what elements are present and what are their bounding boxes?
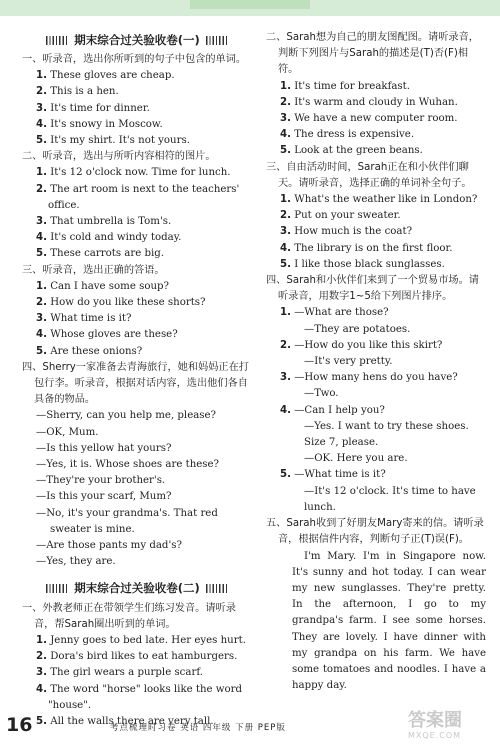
letter-text: I'm Mary. I'm in Singapore now. It's sunny and hot today. I can wear my new sunglasses. They're pretty. In the afternoon, I go to my grandpa's farm. I see some horses. They are lovely. I have dinner with my grandpa on his farm. We have some tomatoes and noodles. I have a happy day.: [292, 550, 486, 692]
page-number: 16: [6, 714, 33, 736]
question-heading: 二、听录音，选出与所听内容相符的图片。: [22, 151, 216, 163]
listening-item: 1. It's time for breakfast.: [280, 80, 410, 92]
header-strip: [0, 0, 500, 16]
question-heading: 五、Sarah收到了好朋友Mary寄来的信。请听录音，根据信件内容，判断句子正(T)误(F)。: [266, 518, 484, 546]
listening-item: 5. I like those black sunglasses.: [280, 258, 445, 270]
dialogue-item: 1. —What are those?: [280, 307, 389, 319]
listening-item: 5. It's my shirt. It's not yours.: [36, 135, 190, 147]
stripe-decoration: [46, 36, 68, 45]
listening-item: 4. The library is on the first floor.: [280, 242, 453, 254]
question-heading: 一、听录音，选出你所听到的句子中包含的单词。: [22, 54, 247, 65]
listening-item: 3. How much is the coat?: [280, 226, 413, 238]
listening-item: 3. What time is it?: [36, 313, 132, 325]
dialogue-line: —Yes, they are.: [36, 556, 116, 568]
dialogue-item: 4. —Can I help you?: [280, 404, 385, 416]
listening-item: 3. The girl wears a purple scarf.: [36, 667, 203, 679]
question-heading: 三、自由活动时间，Sarah正在和小伙伴们聊天。请听录音，选择正确的单词补全句子。: [266, 161, 472, 189]
listening-item: 2. The art room is next to the teachers' office.: [36, 183, 240, 211]
watermark-logo: [408, 712, 494, 744]
dialogue-line: —Are those pants my dad's?: [36, 540, 182, 552]
dialogue-line: —OK, Mum.: [36, 426, 99, 438]
listening-item: 5. Look at the green beans.: [280, 145, 423, 157]
question-heading: 三、听录音，选出正确的答语。: [22, 264, 165, 276]
footer-text: 考点梳理时习卷 英语 四年级 下册 PEP版: [110, 723, 286, 733]
dialogue-line: —Is this your scarf, Mum?: [36, 491, 172, 503]
listening-item: 1. These gloves are cheap.: [36, 70, 175, 82]
listening-item: 5. These carrots are big.: [36, 248, 165, 260]
listening-item: 2. Put on your sweater.: [280, 210, 401, 222]
dialogue-line: —OK. Here you are.: [304, 453, 408, 465]
dialogue-line: —Yes. I want to try these shoes. Size 7, please.: [304, 420, 469, 449]
dialogue-line: —They're your brother's.: [36, 475, 166, 487]
listening-item: 5. All the walls there are very tall.: [36, 715, 214, 727]
listening-item: 4. It's snowy in Moscow.: [36, 118, 163, 130]
dialogue-line: —Is this yellow hat yours?: [36, 442, 172, 454]
dialogue-line: —It's very pretty.: [304, 356, 393, 368]
section-title-2: 期末综合过关验收卷(二): [22, 581, 252, 597]
dialogue-line: sweater is mine.: [50, 523, 135, 535]
listening-item: 1. Can I have some soup?: [36, 280, 170, 292]
listening-item: 2. How do you like these shorts?: [36, 297, 206, 309]
question-heading: 一、外教老师正在带领学生们练习发音。请听录音，帮Sarah圈出听到的单词。: [22, 602, 236, 630]
listening-item: 4. The dress is expensive.: [280, 129, 415, 141]
question-heading: 四、Sherry一家准备去青海旅行，她和妈妈正在打包行李。听录音，根据对话内容，选出他们各自具备的物品。: [22, 361, 249, 406]
listening-item: 3. It's time for dinner.: [36, 102, 150, 114]
dialogue-line: —They are potatoes.: [304, 323, 411, 335]
listening-item: 2. This is a hen.: [36, 86, 119, 98]
listening-item: 1. It's 12 o'clock now. Time for lunch.: [36, 167, 231, 179]
listening-item: 4. Whose gloves are these?: [36, 329, 178, 341]
dialogue-item: 3. —How many hens do you have?: [280, 372, 458, 384]
stripe-decoration: [206, 36, 228, 45]
dialogue-line: —Sherry, can you help me, please?: [36, 410, 217, 422]
listening-item: 1. What's the weather like in London?: [280, 194, 478, 206]
listening-item: 2. It's warm and cloudy in Wuhan.: [280, 96, 458, 108]
dialogue-item: 2. —How do you like this skirt?: [280, 339, 443, 351]
listening-item: 3. We have a new computer room.: [280, 113, 458, 125]
question-heading: 四、Sarah和小伙伴们来到了一个贸易市场。请听录音，用数字1~5给下列图片排序。: [266, 275, 479, 303]
dialogue-line: —No, it's your grandma's. That red: [36, 507, 218, 519]
listening-item: 1. Jenny goes to bed late. Her eyes hurt.: [36, 634, 246, 646]
listening-item: 2. Dora's bird likes to eat hamburgers.: [36, 651, 238, 663]
watermark-main: 答案圈: [408, 710, 462, 731]
watermark-sub: MXQE.COM: [408, 731, 462, 740]
dialogue-line: —It's 12 o'clock. It's time to have lunch.: [304, 485, 476, 513]
dialogue-line: —Yes, it is. Whose shoes are these?: [36, 459, 220, 471]
question-heading: 二、Sarah想为自己的朋友图配图。请听录音，判断下列图片与Sarah的描述是(T)否(F)相符。: [266, 32, 479, 76]
listening-item: 3. That umbrella is Tom's.: [36, 216, 172, 228]
listening-item: 4. The word "horse" looks like the word "house".: [36, 683, 243, 711]
header-tab: [190, 0, 310, 9]
left-column: [22, 30, 252, 730]
listening-item: 4. It's cold and windy today.: [36, 232, 182, 244]
stripe-decoration: [46, 584, 68, 593]
section-title-1: 期末综合过关验收卷(一): [22, 32, 252, 48]
dialogue-item: 5. —What time is it?: [280, 469, 386, 481]
stripe-decoration: [206, 584, 228, 593]
dialogue-line: —Two.: [304, 388, 339, 400]
listening-item: 5. Are these onions?: [36, 345, 143, 357]
right-column: [266, 30, 486, 694]
